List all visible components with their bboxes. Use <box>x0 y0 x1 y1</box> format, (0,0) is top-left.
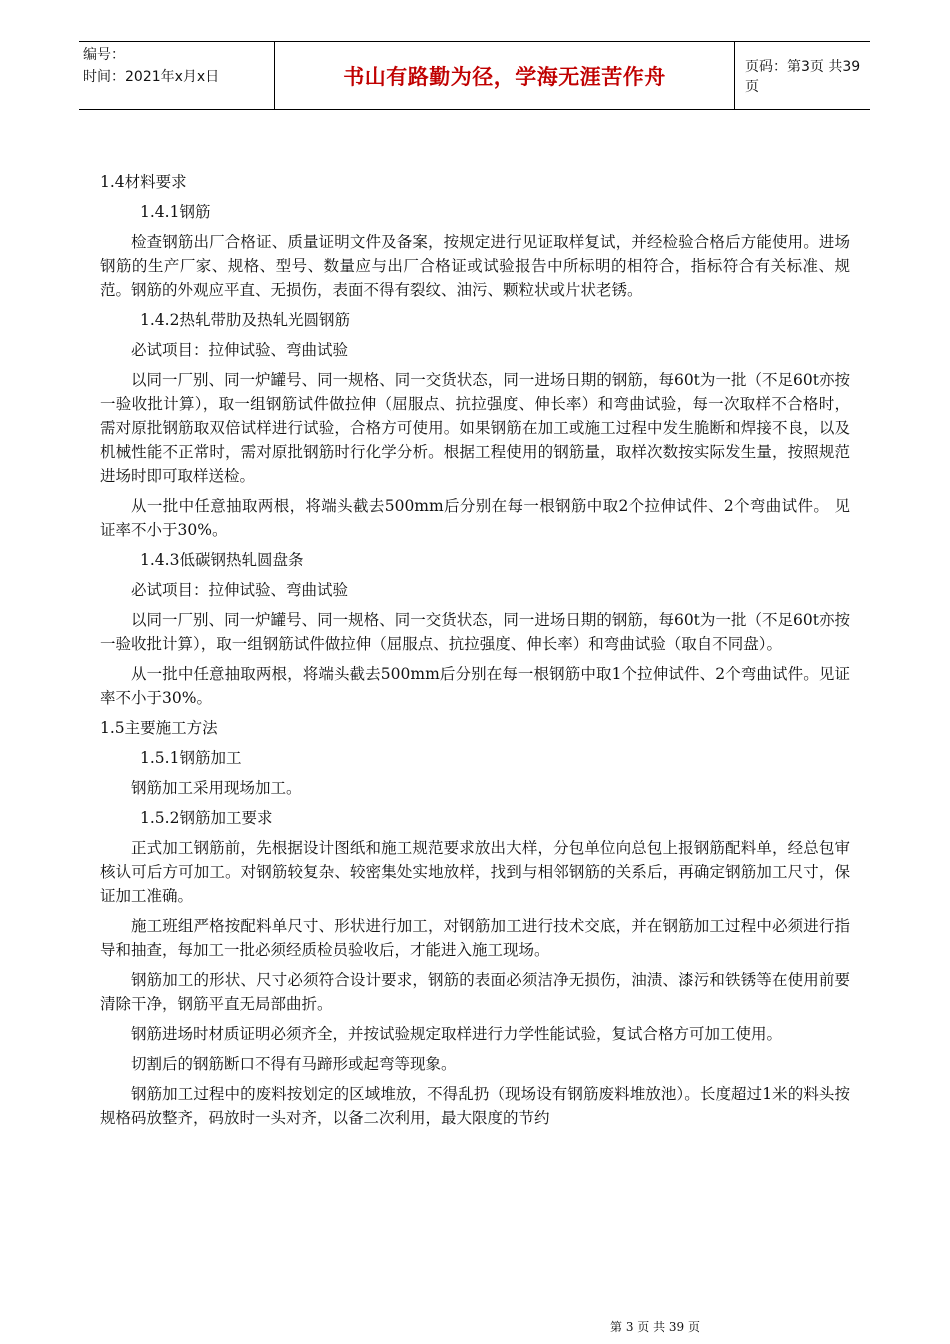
paragraph: 必试项目：拉伸试验、弯曲试验 <box>131 341 349 359</box>
paragraph: 钢筋进场时材质证明必须齐全，并按试验规定取样进行力学性能试验，复试合格方可加工使用。 <box>131 1025 783 1043</box>
section-heading-1-5-2: 1.5.2钢筋加工要求 <box>140 809 273 827</box>
paragraph: 从一批中任意抽取两根，将端头截去500mm后分别在每一根钢筋中取2个拉伸试件、2个弯曲试件。 见证率不小于30%。 <box>100 497 850 539</box>
document-body <box>100 170 850 1136</box>
paragraph: 以同一厂别、同一炉罐号、同一规格、同一交货状态，同一进场日期的钢筋，每60t为一批（不足60t亦按一验收批计算），取一组钢筋试件做拉伸（屈服点、抗拉强度、伸长率）和弯曲试验（取自不同盘）。 <box>100 611 850 653</box>
section-heading-1-4-1: 1.4.1钢筋 <box>140 203 211 221</box>
paragraph: 从一批中任意抽取两根，将端头截去500mm后分别在每一根钢筋中取1个拉伸试件、2个弯曲试件。见证率不小于30%。 <box>100 665 850 707</box>
document-number-label: 编号： <box>83 47 125 63</box>
paragraph: 钢筋加工过程中的废料按划定的区域堆放，不得乱扔（现场设有钢筋废料堆放池）。长度超过1米的料头按规格码放整齐，码放时一头对齐，以备二次利用，最大限度的节约 <box>100 1085 850 1127</box>
section-heading-1-5: 1.5主要施工方法 <box>100 719 218 737</box>
section-heading-1-5-1: 1.5.1钢筋加工 <box>140 749 242 767</box>
paragraph: 必试项目：拉伸试验、弯曲试验 <box>131 581 349 599</box>
paragraph: 正式加工钢筋前，先根据设计图纸和施工规范要求放出大样，分包单位向总包上报钢筋配料单，经总包审核认可后方可加工。对钢筋较复杂、较密集处实地放样，找到与相邻钢筋的关系后，再确定钢筋加工尺寸，保证加工准确。 <box>100 839 850 905</box>
paragraph: 以同一厂别、同一炉罐号、同一规格、同一交货状态，同一进场日期的钢筋，每60t为一批（不足60t亦按一验收批计算），取一组钢筋试件做拉伸（屈服点、抗拉强度、伸长率）和弯曲试验，每一次取样不合格时，需对原批钢筋取双倍试样进行试验，合格方可使用。如果钢筋在加工或施工过程中发生脆断和焊接不良，以及机械性能不正常时，需对原批钢筋时行化学分析。根据工程使用的钢筋量，取样次数按实际发生量，按照规范进场时即可取样送检。 <box>100 371 850 485</box>
header-page-info: 页码：第3页 共39页 <box>745 58 861 95</box>
paragraph: 检查钢筋出厂合格证、质量证明文件及备案，按规定进行见证取样复试，并经检验合格后方能使用。进场钢筋的生产厂家、规格、型号、数量应与出厂合格证或试验报告中所标明的相符合，指标符合有关标准、规范。钢筋的外观应平直、无损伤，表面不得有裂纹、油污、颗粒状或片状老锈。 <box>100 233 850 299</box>
header-meta <box>79 42 275 109</box>
footer-page-number: 第 3 页 共 39 页 <box>610 1320 700 1334</box>
section-heading-1-4: 1.4材料要求 <box>100 173 187 191</box>
paragraph: 钢筋加工采用现场加工。 <box>131 779 302 797</box>
header-motto: 书山有路勤为径，学海无涯苦作舟 <box>275 42 735 109</box>
page-header <box>79 41 870 110</box>
paragraph: 切割后的钢筋断口不得有马蹄形或起弯等现象。 <box>131 1055 457 1073</box>
paragraph: 钢筋加工的形状、尺寸必须符合设计要求，钢筋的表面必须洁净无损伤，油渍、漆污和铁锈等在使用前要清除干净，钢筋平直无局部曲折。 <box>100 971 850 1013</box>
paragraph: 施工班组严格按配料单尺寸、形状进行加工，对钢筋加工进行技术交底，并在钢筋加工过程中必须进行指导和抽查，每加工一批必须经质检员验收后，才能进入施工现场。 <box>100 917 850 959</box>
section-heading-1-4-2: 1.4.2热轧带肋及热轧光圆钢筋 <box>140 311 350 329</box>
section-heading-1-4-3: 1.4.3低碳钢热轧圆盘条 <box>140 551 304 569</box>
document-time-label: 时间：2021年x月x日 <box>83 69 220 85</box>
